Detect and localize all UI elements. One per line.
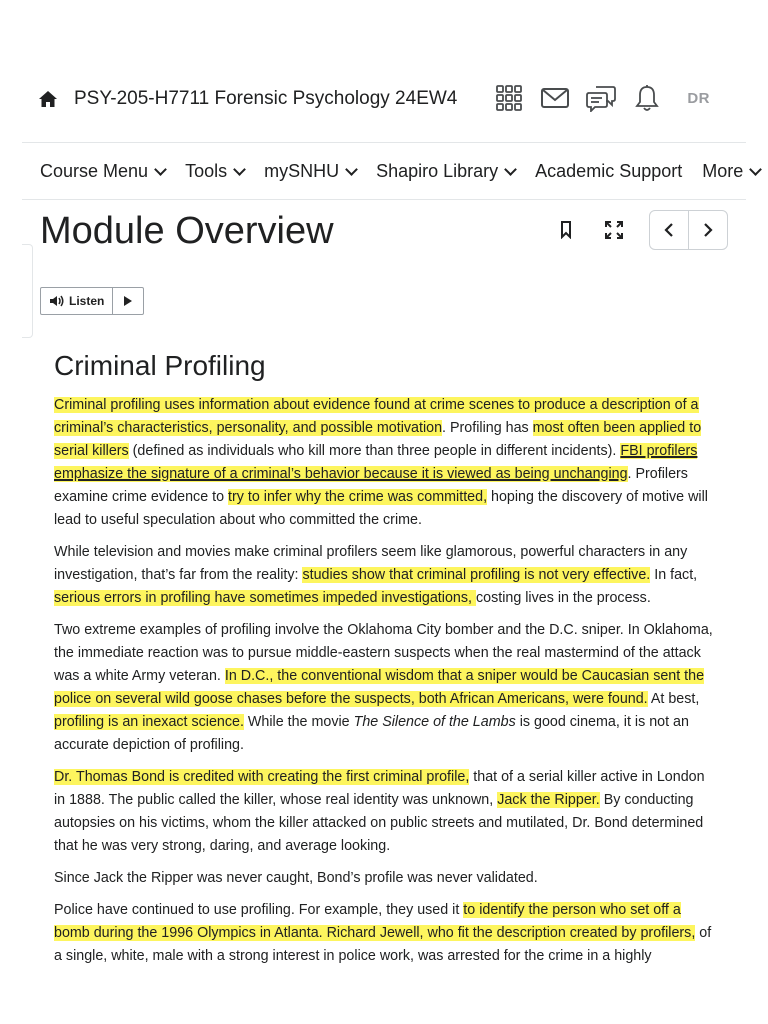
- nav-label: Tools: [185, 160, 228, 181]
- text: At best,: [647, 691, 700, 707]
- highlight: Criminal profiling uses information about evidence found at crime scenes to produce a description of a criminal’s characteristics, personality, and possible motivation: [54, 397, 699, 436]
- topic-tools: [551, 210, 728, 250]
- highlight-underlined: FBI profilers emphasize the signature of a criminal’s behavior because it is viewed as being unchanging: [54, 443, 698, 482]
- paragraph-2: [54, 541, 716, 610]
- course-title[interactable]: PSY-205-H7711 Forensic Psychology 24EW4: [74, 88, 458, 109]
- page-title: Module Overview: [40, 210, 334, 252]
- nav-item-course-menu[interactable]: [40, 161, 165, 182]
- section-heading: Criminal Profiling: [54, 350, 266, 381]
- article-content: [54, 350, 716, 977]
- nav-label: Shapiro Library: [376, 160, 499, 181]
- highlight: most often been applied to serial killers: [54, 420, 702, 459]
- text: While television and movies make criminal profilers seem like glamorous, powerful characters in any investigation, that’s far from the reality:: [54, 544, 688, 583]
- chevron-down-icon: [504, 163, 517, 176]
- text: . Profilers examine crime evidence to: [54, 466, 688, 505]
- notifications-button[interactable]: [631, 82, 663, 114]
- paragraph-3: [54, 619, 716, 757]
- nav-label: More: [702, 160, 744, 181]
- paragraph-4: [54, 766, 716, 858]
- chevron-down-icon: [233, 163, 246, 176]
- text: By conducting autopsies on his victims, whom the killer attacked on public streets and mutilated, Dr. Bond determined that he was very strong, daring, and average looking.: [54, 792, 704, 854]
- text: (defined as individuals who kill more than three people in different incidents).: [128, 443, 621, 459]
- listen-button[interactable]: [41, 288, 112, 314]
- text: hoping the discovery of motive will lead to useful speculation about who committed the crime.: [54, 489, 708, 528]
- nav-label: Academic Support: [535, 160, 683, 181]
- course-header: [38, 76, 730, 122]
- nav-divider: [22, 199, 746, 200]
- next-topic-button[interactable]: [688, 211, 727, 249]
- header-divider: [22, 142, 746, 143]
- nav-item-tools[interactable]: [185, 161, 244, 182]
- nav-label: Course Menu: [40, 160, 149, 181]
- nav-item-academic-support[interactable]: [535, 161, 682, 182]
- chevron-down-icon: [345, 163, 358, 176]
- nav-item-more[interactable]: [702, 161, 760, 182]
- chat-button[interactable]: [585, 82, 617, 114]
- expand-icon: [605, 221, 623, 239]
- highlight: profiling is an inexact science.: [54, 714, 244, 730]
- navbar: [40, 150, 748, 192]
- chevron-down-icon: [749, 163, 762, 176]
- apps-button[interactable]: [493, 82, 525, 114]
- text: Since Jack the Ripper was never caught, Bond’s profile was never validated.: [54, 870, 538, 886]
- paragraph-5: [54, 867, 716, 890]
- text: While the movie: [243, 714, 354, 730]
- home-link[interactable]: [38, 88, 60, 110]
- previous-topic-button[interactable]: [650, 211, 688, 249]
- text: is good cinema, it is not an accurate depiction of profiling.: [54, 714, 689, 753]
- nav-label: mySNHU: [264, 160, 340, 181]
- listen-widget: [40, 287, 144, 315]
- speaker-icon: [49, 295, 65, 307]
- play-button[interactable]: [112, 288, 143, 314]
- highlight: try to infer why the crime was committed,: [228, 489, 488, 505]
- mail-icon: [541, 87, 569, 109]
- highlight: serious errors in profiling have sometimes impeded investigations,: [54, 590, 476, 606]
- text: In fact,: [650, 567, 698, 583]
- text: that of a serial killer active in London in 1888. The public called the killer, whose real identity was unknown,: [54, 769, 705, 808]
- chevron-down-icon: [154, 163, 167, 176]
- bookmark-icon: [560, 221, 572, 239]
- bookmark-button[interactable]: [551, 210, 581, 250]
- highlight: Jack the Ripper.: [497, 792, 600, 808]
- paragraph-6: [54, 899, 716, 968]
- grid-icon: [496, 85, 522, 111]
- nav-item-mysnhu[interactable]: [264, 161, 356, 182]
- nav-item-shapiro-library[interactable]: [376, 161, 515, 182]
- topic-pager: [649, 210, 728, 250]
- text: Police have continued to use profiling. For example, they used it: [54, 902, 464, 918]
- text: Two extreme examples of profiling involve the Oklahoma City bomber and the D.C. sniper. In Oklahoma, the immediate reaction was to pursue middle-eastern suspects when the real mastermind of the attack was a white Army veteran.: [54, 622, 713, 684]
- text: of a single, white, male with a strong interest in police work, was arrested for the crime in a highly: [54, 925, 712, 964]
- text: . Profiling has: [442, 420, 533, 436]
- highlight: In D.C., the conventional wisdom that a sniper would be Caucasian sent the police on several wild goose chases before the suspects, both African Americans, were found.: [54, 668, 705, 707]
- chevron-right-icon: [703, 222, 713, 238]
- highlight: Dr. Thomas Bond is credited with creating the first criminal profile,: [54, 769, 470, 785]
- mail-button[interactable]: [539, 82, 571, 114]
- text: costing lives in the process.: [475, 590, 651, 606]
- fullscreen-button[interactable]: [599, 210, 629, 250]
- header-actions: [493, 82, 710, 114]
- listen-label: Listen: [69, 294, 105, 308]
- paragraph-1: [54, 394, 716, 532]
- user-avatar[interactable]: DR: [687, 89, 710, 107]
- side-panel-toggle[interactable]: [22, 244, 33, 338]
- movie-title: The Silence of the Lambs: [353, 714, 516, 730]
- highlight: to identify the person who set off a bomb during the 1996 Olympics in Atlanta. Richard Jewell, who fit the description created by profilers,: [54, 902, 696, 941]
- play-icon: [123, 295, 133, 307]
- home-icon: [38, 89, 58, 109]
- highlight: studies show that criminal profiling is not very effective.: [302, 567, 651, 583]
- bell-icon: [635, 84, 659, 112]
- chat-icon: [586, 84, 616, 112]
- chevron-left-icon: [664, 222, 674, 238]
